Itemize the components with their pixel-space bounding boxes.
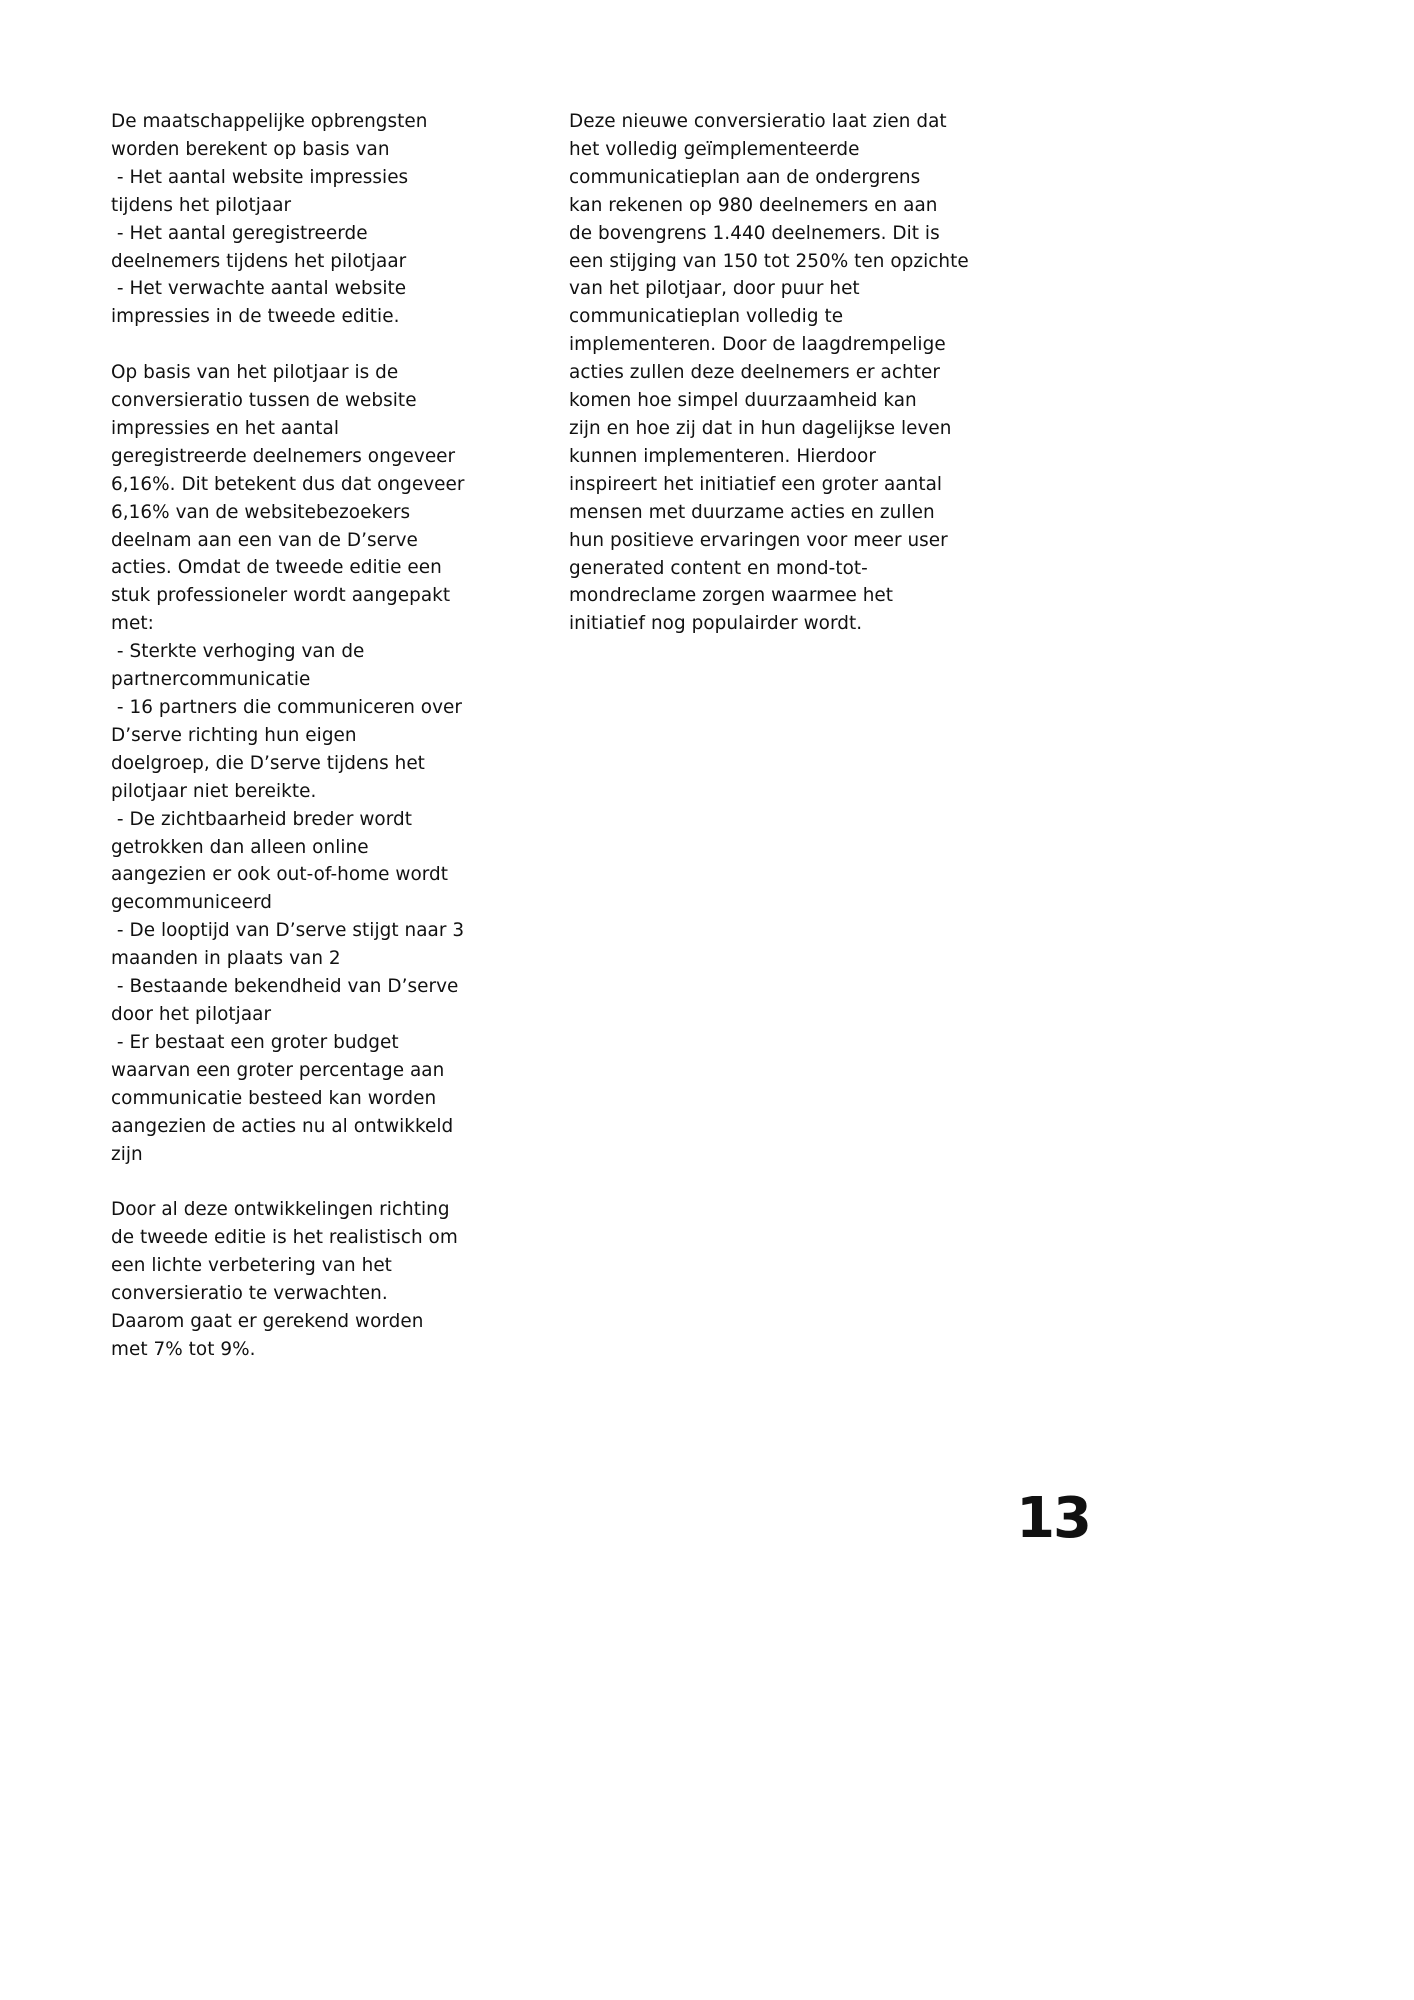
text-line: getrokken dan alleen online xyxy=(111,836,369,858)
paragraph xyxy=(569,108,1009,638)
text-line: - Het aantal website impressies xyxy=(111,166,409,188)
text-line: mondreclame zorgen waarmee het xyxy=(569,585,894,607)
text-line: - 16 partners die communiceren over xyxy=(111,697,463,719)
left-text-column xyxy=(111,108,511,1364)
text-line: - Bestaande bekendheid van D’serve xyxy=(111,976,459,998)
text-line: D’serve richting hun eigen xyxy=(111,724,357,746)
text-line: zijn xyxy=(111,1143,143,1165)
text-line: mensen met duurzame acties en zullen xyxy=(569,501,935,523)
paragraph-spacer xyxy=(111,331,511,359)
text-line: acties. Omdat de tweede editie een xyxy=(111,557,442,579)
text-line: - De zichtbaarheid breder wordt xyxy=(111,808,412,830)
text-line: conversieratio tussen de website xyxy=(111,390,417,412)
text-line: een lichte verbetering van het xyxy=(111,1255,392,1277)
paragraph xyxy=(111,1196,511,1363)
text-line: generated content en mond-tot- xyxy=(569,557,868,579)
text-line: - De looptijd van D’serve stijgt naar 3 xyxy=(111,920,465,942)
text-line: worden berekent op basis van xyxy=(111,138,390,160)
text-line: waarvan een groter percentage aan xyxy=(111,1059,445,1081)
text-line: pilotjaar niet bereikte. xyxy=(111,780,317,802)
text-line: impressies in de tweede editie. xyxy=(111,306,400,328)
text-line: Op basis van het pilotjaar is de xyxy=(111,362,399,384)
text-line: door het pilotjaar xyxy=(111,1003,272,1025)
text-line: hun positieve ervaringen voor meer user xyxy=(569,529,948,551)
text-line: maanden in plaats van 2 xyxy=(111,948,341,970)
text-line: - Sterkte verhoging van de xyxy=(111,641,365,663)
text-line: komen hoe simpel duurzaamheid kan xyxy=(569,390,917,412)
text-line: aangezien er ook out-of-home wordt xyxy=(111,864,449,886)
text-line: deelnemers tijdens het pilotjaar xyxy=(111,250,407,272)
text-line: 6,16%. Dit betekent dus dat ongeveer xyxy=(111,473,465,495)
text-line: conversieratio te verwachten. xyxy=(111,1283,388,1305)
text-line: van het pilotjaar, door puur het xyxy=(569,278,860,300)
text-line: Daarom gaat er gerekend worden xyxy=(111,1310,424,1332)
text-line: met 7% tot 9%. xyxy=(111,1338,256,1360)
text-line: tijdens het pilotjaar xyxy=(111,194,292,216)
page-number: 13 xyxy=(1016,1486,1090,1551)
text-line: implementeren. Door de laagdrempelige xyxy=(569,334,946,356)
text-line: impressies en het aantal xyxy=(111,417,340,439)
text-line: zijn en hoe zij dat in hun dagelijkse leven xyxy=(569,417,952,439)
text-line: kunnen implementeren. Hierdoor xyxy=(569,445,876,467)
text-line: aangezien de acties nu al ontwikkeld xyxy=(111,1115,454,1137)
text-line: geregistreerde deelnemers ongeveer xyxy=(111,445,456,467)
text-line: het volledig geïmplementeerde xyxy=(569,138,860,160)
text-line: met: xyxy=(111,613,154,635)
text-line: een stijging van 150 tot 250% ten opzichte xyxy=(569,250,969,272)
text-line: stuk professioneler wordt aangepakt xyxy=(111,585,451,607)
text-line: - Het aantal geregistreerde xyxy=(111,222,368,244)
text-line: communicatieplan volledig te xyxy=(569,306,844,328)
paragraph-spacer xyxy=(111,1168,511,1196)
text-line: kan rekenen op 980 deelnemers en aan xyxy=(569,194,938,216)
paragraph xyxy=(111,359,511,1168)
text-line: de tweede editie is het realistisch om xyxy=(111,1227,458,1249)
text-line: 6,16% van de websitebezoekers xyxy=(111,501,411,523)
text-line: partnercommunicatie xyxy=(111,669,311,691)
text-line: inspireert het initiatief een groter aantal xyxy=(569,473,943,495)
text-line: communicatie besteed kan worden xyxy=(111,1087,437,1109)
text-line: de bovengrens 1.440 deelnemers. Dit is xyxy=(569,222,940,244)
text-line: doelgroep, die D’serve tijdens het xyxy=(111,752,425,774)
text-line: gecommuniceerd xyxy=(111,892,272,914)
text-line: Door al deze ontwikkelingen richting xyxy=(111,1199,450,1221)
text-line: - Er bestaat een groter budget xyxy=(111,1031,399,1053)
text-line: communicatieplan aan de ondergrens xyxy=(569,166,921,188)
text-line: - Het verwachte aantal website xyxy=(111,278,407,300)
text-line: De maatschappelijke opbrengsten xyxy=(111,111,428,132)
text-line: deelnam aan een van de D’serve xyxy=(111,529,418,551)
text-line: Deze nieuwe conversieratio laat zien dat xyxy=(569,111,947,132)
text-line: initiatief nog populairder wordt. xyxy=(569,613,863,635)
paragraph xyxy=(111,108,511,331)
right-text-column xyxy=(569,108,1009,638)
text-line: acties zullen deze deelnemers er achter xyxy=(569,362,940,384)
